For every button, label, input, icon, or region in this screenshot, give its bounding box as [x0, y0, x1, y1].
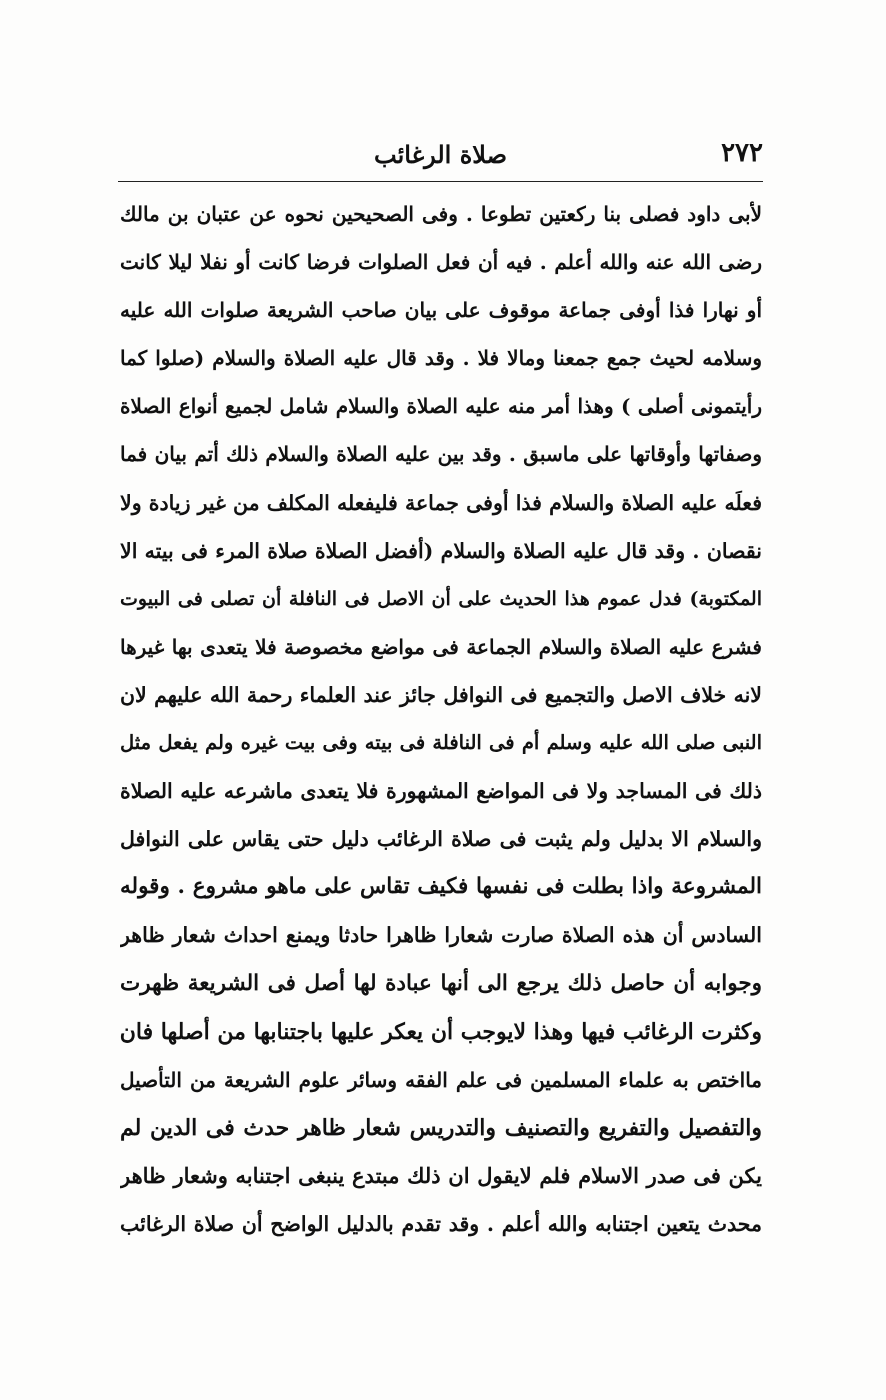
text-line: وصفاتها وأوقاتها على ماسبق . وقد بين عليه الصلاة والسلام ذلك أتم بيان فما [120, 442, 762, 467]
text-line: والسلام الا بدليل ولم يثبت فى صلاة الرغائب دليل حتى يقاس على النوافل [120, 827, 762, 852]
text-line: لانه خلاف الاصل والتجميع فى النوافل جائز عند العلماء رحمة الله عليهم لان [120, 682, 762, 707]
running-title: صلاة الرغائب [374, 140, 507, 169]
text-line: مااختص به علماء المسلمين فى علم الفقه وسائر علوم الشريعة من التأصيل [120, 1067, 762, 1092]
text-line: يكن فى صدر الاسلام فلم لايقول ان ذلك مبتدع ينبغى اجتنابه وشعار ظاهر [120, 1162, 762, 1188]
text-line: ذلك فى المساجد ولا فى المواضع المشهورة فلا يتعدى ماشرعه عليه الصلاة [120, 779, 762, 804]
page-number: ٢٧٢ [721, 138, 763, 168]
text-line: رضى الله عنه والله أعلم . فيه أن فعل الصلوات فرضا كانت أو نفلا ليلا كانت [120, 250, 762, 275]
text-line: لأبى داود فصلى بنا ركعتين تطوعا . وفى الصحيحين نحوه عن عتبان بن مالك [120, 202, 762, 226]
page-body [120, 190, 762, 1248]
text-line: وكثرت الرغائب فيها وهذا لايوجب أن يعكر عليها باجتنابها من أصلها فان [120, 1018, 762, 1045]
page-header [118, 128, 763, 178]
text-line: فعلَه عليه الصلاة والسلام فذا أوفى جماعة فليفعله المكلف من غير زيادة ولا [120, 490, 762, 515]
text-line: المشروعة واذا بطلت فى نفسها فكيف تقاس على ماهو مشروع . وقوله [120, 874, 762, 900]
text-line: وجوابه أن حاصل ذلك يرجع الى أنها عبادة لها أصل فى الشريعة ظهرت [120, 970, 762, 996]
text-line: محدث يتعين اجتنابه والله أعلم . وقد تقدم بالدليل الواضح أن صلاة الرغائب [120, 1211, 762, 1236]
text-line: فشرع عليه الصلاة والسلام الجماعة فى مواضع مخصوصة فلا يتعدى بها غيرها [120, 634, 762, 659]
text-line: النبى صلى الله عليه وسلم أم فى النافلة فى بيته وفى بيت غيره ولم يفعل مثل [120, 731, 762, 755]
text-line: المكتوبة) فدل عموم هذا الحديث على أن الاصل فى النافلة أن تصلى فى البيوت [120, 587, 762, 610]
text-line: رأيتمونى أصلى ) وهذا أمر منه عليه الصلاة والسلام شامل لجميع أنواع الصلاة [120, 394, 762, 419]
header-divider [118, 181, 763, 182]
text-line: وسلامه لحيث جمع جمعنا ومالا فلا . وقد قال عليه الصلاة والسلام (صلوا كما [120, 346, 762, 371]
text-line: والتفصيل والتفريع والتصنيف والتدريس شعار ظاهر حدث فى الدين لم [120, 1114, 762, 1141]
text-line: أو نهارا فذا أوفى جماعة موقوف على بيان صاحب الشريعة صلوات الله عليه [120, 298, 762, 323]
text-line: نقصان . وقد قال عليه الصلاة والسلام (أفضل الصلاة صلاة المرء فى بيته الا [120, 538, 762, 563]
text-line: السادس أن هذه الصلاة صارت شعارا ظاهرا حادثا ويمنع احداث شعار ظاهر [120, 923, 762, 948]
